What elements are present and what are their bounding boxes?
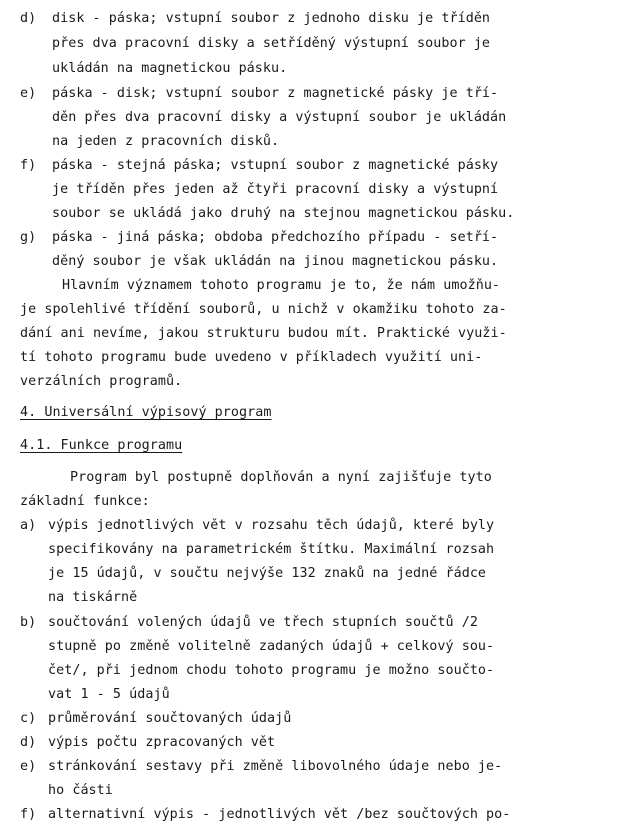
list1-e-line3: na jeden z pracovních disků. [52,134,280,149]
list2-c-line1: průměrování součtovaných údajů [48,711,292,726]
list1-f-line3: soubor se ukládá jako druhý na stejnou magnetickou pásku. [52,206,515,221]
paragraph2-line2: základní funkce: [20,494,150,509]
paragraph1-line5: verzálních programů. [20,374,183,389]
list1-d-line1: disk - páska; vstupní soubor z jednoho disku je tříděn [52,11,491,26]
list2-b-line1: součtování volených údajů ve třech stupních součtů /2 [48,615,478,630]
paragraph1-line2: je spolehlivé třídění souborů, u nichž v okamžiku tohoto za- [20,302,507,317]
list2-a-line3: je 15 údajů, v součtu nejvýše 132 znaků na jedné řádce [48,566,487,581]
list2-d-line1: výpis počtu zpracovaných vět [48,735,276,750]
list2-e-line1: stránkování sestavy při změně libovolného údaje nebo je- [48,759,503,774]
list2-b-line4: vat 1 - 5 údajů [48,687,170,702]
paragraph2-line1: Program byl postupně doplňován a nyní zajišťuje tyto [70,470,492,485]
list2-d-label: d) [20,735,37,750]
list2-a-line1: výpis jednotlivých vět v rozsahu těch údajů, které byly [48,518,495,533]
list1-f-line2: je tříděn přes jeden až čtyři pracovní disky a výstupní [52,182,499,197]
list2-a-line2: specifikovány na parametrickém štítku. Maximální rozsah [48,542,495,557]
list2-b-line3: čet/, při jednom chodu tohoto programu je možno součto- [48,663,495,678]
list2-b-label: b) [20,615,37,630]
list1-e-label: e) [20,86,37,101]
list2-f-label: f) [20,807,37,822]
list1-g-label: g) [20,230,37,245]
list1-d-label: d) [20,11,37,26]
list2-e-label: e) [20,759,37,774]
section-heading: 4. Universální výpisový program [20,405,272,420]
list2-e-line2: ho části [48,783,113,798]
list2-f-line1: alternativní výpis - jednotlivých vět /bez součtových po- [48,807,511,822]
list2-b-line2: stupně po změně volitelně zadaných údajů + celkový sou- [48,639,495,654]
list1-g-line1: páska - jiná páska; obdoba předchozího případu - setří- [52,230,499,245]
list1-d-line2: přes dva pracovní disky a setříděný výstupní soubor je [52,36,491,51]
list1-d-line3: ukládán na magnetickou pásku. [52,61,288,76]
list2-c-label: c) [20,711,37,726]
paragraph1-line4: tí tohoto programu bude uvedeno v příkladech využití uni- [20,350,483,365]
paragraph1-line1: Hlavním významem tohoto programu je to, že nám umožňu- [62,278,501,293]
list1-e-line1: páska - disk; vstupní soubor z magnetické pásky je tří- [52,86,499,101]
list1-f-line1: páska - stejná páska; vstupní soubor z magnetické pásky [52,158,499,173]
list2-a-label: a) [20,518,37,533]
list1-g-line2: děný soubor je však ukládán na jinou magnetickou pásku. [52,254,499,269]
subsection-heading: 4.1. Funkce programu [20,438,183,453]
list1-e-line2: děn přes dva pracovní disky a výstupní soubor je ukládán [52,110,507,125]
paragraph1-line3: dání ani nevíme, jakou strukturu budou mít. Praktické využi- [20,326,507,341]
list1-f-label: f) [20,158,37,173]
list2-a-line4: na tiskárně [48,590,138,605]
